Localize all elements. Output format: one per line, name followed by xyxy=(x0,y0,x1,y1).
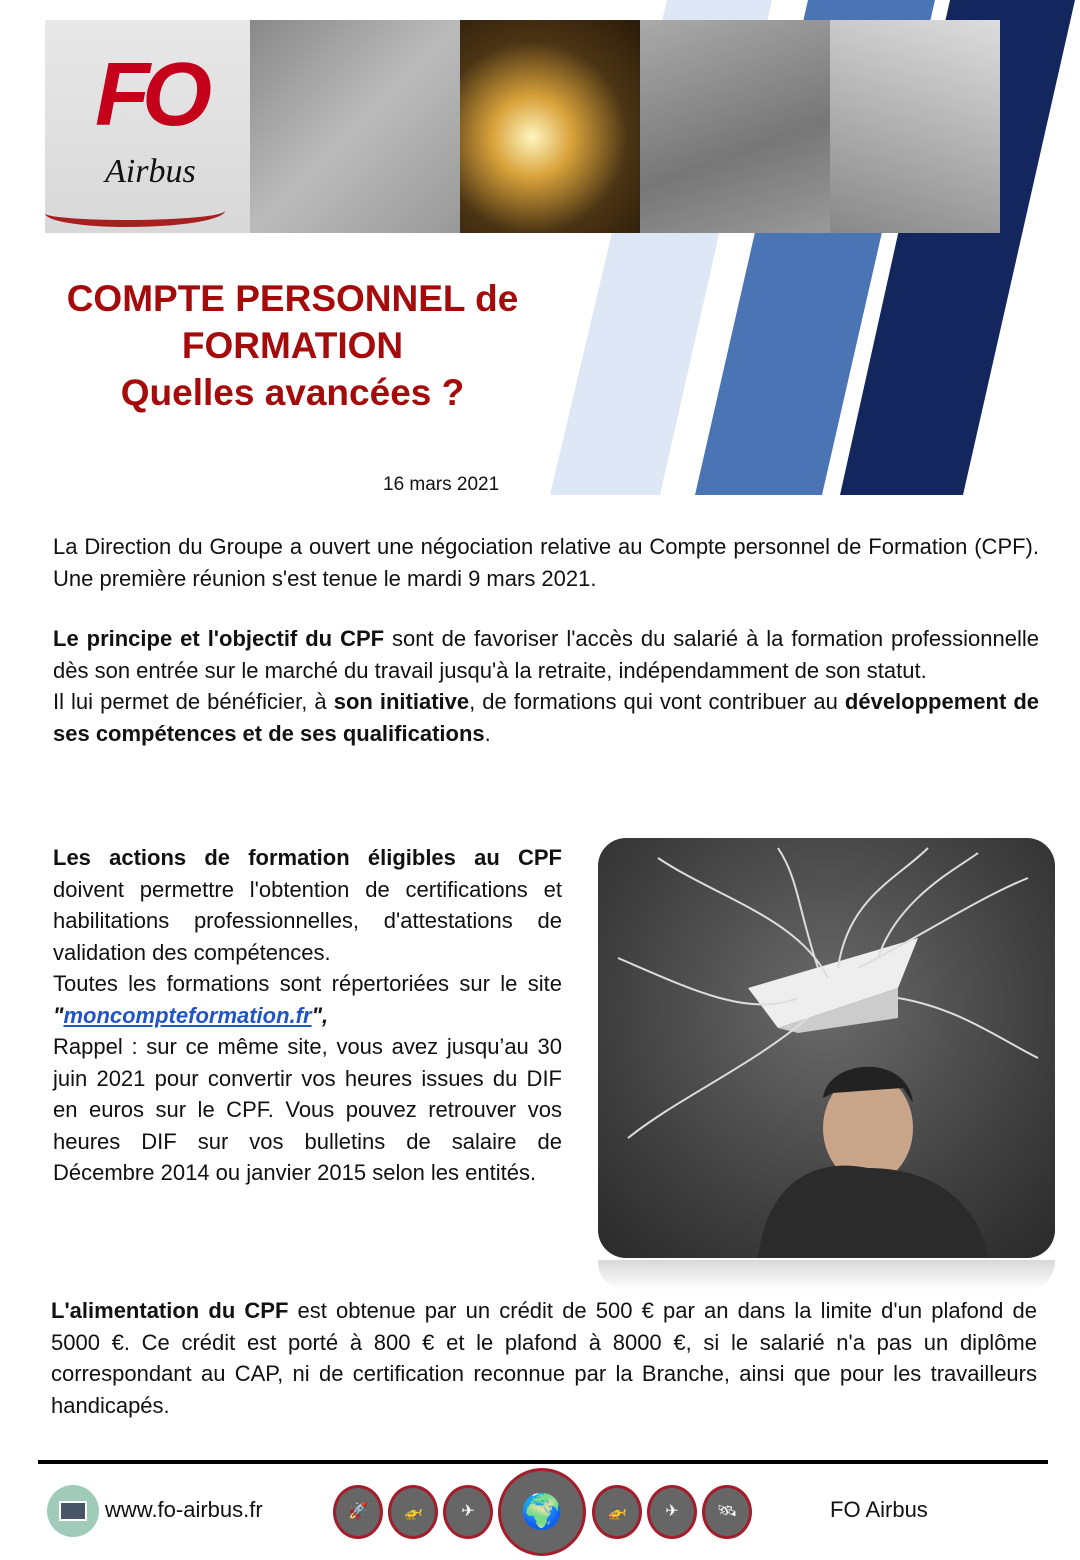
principle-paragraph xyxy=(53,623,1039,749)
cockpit-image xyxy=(250,20,460,233)
moncompteformation-link[interactable]: moncompteformation.fr xyxy=(63,1002,312,1028)
airplane-icon: ✈ xyxy=(647,1485,697,1539)
graduation-thinking-photo xyxy=(598,838,1055,1258)
text: est obtenue par un crédit de 500 € par an dans la limite d'un plafond de 5000 €. Ce crédit est porté à 800 € et le plafond à 8000 €, si le salarié n'a pas un diplôme correspondant au CAP, ni de certification reconnue par la Branche, ainsi que pour les travailleurs handicapés. xyxy=(51,1298,1037,1418)
footer-divider xyxy=(38,1460,1048,1464)
intro-paragraph: La Direction du Groupe a ouvert une négociation relative au Compte personnel de Formation (CPF). Une première réunion s'est tenue le mardi 9 mars 2021. xyxy=(53,534,1039,591)
text: Rappel : sur ce même site, vous avez jusqu’au 30 juin 2021 pour convertir vos heures issues du DIF en euros sur le CPF. Vous pouvez retrouver vos heures DIF sur vos bulletins de salaire de Décembre 2014 ou janvier 2015 selon les entités. xyxy=(53,1034,562,1185)
bold-text: L'alimentation du CPF xyxy=(51,1298,289,1323)
page-title xyxy=(40,275,545,416)
bold-text: développement de ses compétences et de ses qualifications xyxy=(53,689,1039,746)
title-line: COMPTE PERSONNEL de xyxy=(66,278,519,319)
website-link[interactable]: www.fo-airbus.fr xyxy=(105,1497,263,1522)
text: doivent permettre l'obtention de certifications et habilitations professionnelles, d'attestations de validation des compétences. xyxy=(53,876,562,965)
date: 16 mars 2021 xyxy=(383,474,500,495)
text: Il lui permet de bénéficier, à xyxy=(53,689,334,714)
footer-name: FO Airbus xyxy=(830,1497,928,1522)
title-line: Quelles avancées ? xyxy=(120,372,465,413)
helicopter-image xyxy=(830,20,1000,233)
quote: " xyxy=(53,1002,64,1028)
bold-text: Les actions de formation éligibles au CPF xyxy=(53,845,562,870)
funding-paragraph xyxy=(51,1295,1037,1421)
eligible-actions-paragraph xyxy=(53,842,562,1189)
logo-subtext: Airbus xyxy=(105,153,196,190)
chalk-drawing xyxy=(598,838,1055,1258)
bold-text: son initiative xyxy=(333,689,470,714)
plane-icon: ✈ xyxy=(443,1485,493,1539)
satellite-icon: 🛰 xyxy=(702,1485,752,1539)
logo-swoosh xyxy=(45,197,225,227)
bold-text: Le principe et l'objectif du CPF xyxy=(53,626,385,651)
text: sont de favoriser l'accès du salarié à la formation professionnelle dès son entrée sur le marché du travail jusqu'à la retraite, indépendamment de son statut. xyxy=(53,626,1039,683)
fo-airbus-logo xyxy=(45,20,250,233)
header-banner xyxy=(45,20,1000,233)
quote: ", xyxy=(311,1002,329,1028)
helicopter-icon: 🚁 xyxy=(388,1485,438,1539)
text: , de formations qui vont contribuer au xyxy=(469,689,845,714)
logo-text: FO xyxy=(95,45,204,145)
puzzle-image xyxy=(460,20,640,233)
photo-reflection xyxy=(598,1260,1055,1290)
text: Toutes les formations sont répertoriées sur le site xyxy=(53,971,562,996)
monitor-icon xyxy=(47,1485,99,1537)
globe-icon: 🌍 xyxy=(498,1468,586,1556)
text: . xyxy=(484,720,491,746)
satellite-image xyxy=(640,20,830,233)
title-line: FORMATION xyxy=(181,325,404,366)
helicopter-icon: 🚁 xyxy=(592,1485,642,1539)
rocket-icon: 🚀 xyxy=(333,1485,383,1539)
